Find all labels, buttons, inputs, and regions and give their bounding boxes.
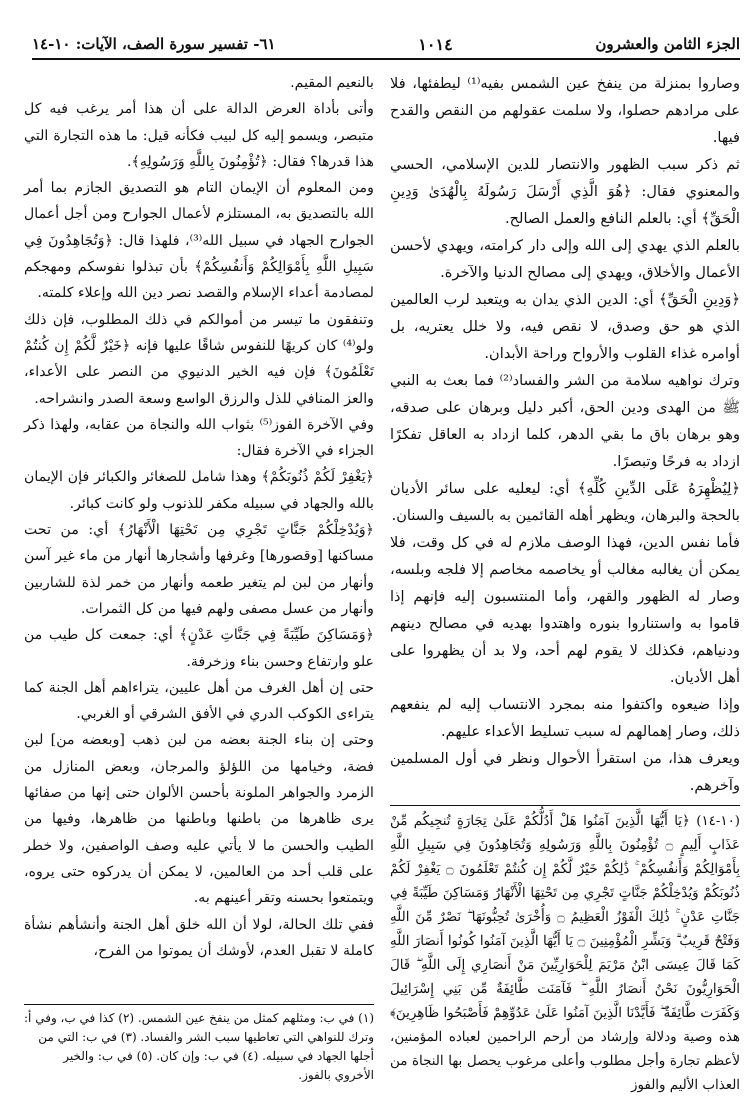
paragraph: وحتى إن بناء الجنة بعضه من لبن ذهب [وبعضه من] لبن فضة، وخيامها من اللؤلؤ والمرجان، وبعض المنازل من الزمرد والجواهر الملونة بأحسن الألوان حتى إنها من صفائها يرى ظاهرها من باطنها وباطنها من ظاهرها، وفيها من الطيب والحسن ما لا يأتي عليه وصف الواصفين، ولا خطر على قلب أحد من العالمين، لا يمكن أن يدركوه حتى يروه، ويتمتعوا بحسنه وتقر أعينهم به. (24, 732, 374, 907)
paragraph: ثم ذكر سبب الظهور والانتصار للدين الإسلامي، الحسي والمعنوي فقال: ﴿هُوَ الَّذِي أَرْسَلَ رَسُولَهُ بِالْهُدَىٰ وَدِينِ الْحَقِّ﴾ أي: بالعلم النافع والعمل الصالح. (390, 156, 740, 227)
paragraph: بالنعيم المقيم. (290, 75, 374, 91)
page-header (32, 30, 740, 60)
part-title: الجزء الثامن والعشرون (595, 35, 740, 53)
footnotes (24, 1004, 374, 1085)
footnote-text: (١) في ب: ومثلهم كمثل من ينفخ عين الشمس. (٢) كذا في ب، وفي أ: وترك للنواهي التي تعاطيها سبب الشر والفساد. (٣) في ب: التي من أجلها الجهاد في سبيله. (٤) في ب: وإن كان. (٥) في ب: والخير الأخروي بالفوز. (24, 1011, 374, 1082)
page-number: ١٠١٤ (418, 34, 453, 54)
paragraph: بالعلم الذي يهدي إلى الله وإلى دار كرامته، ويهدي لأحسن الأعمال والأخلاق، ويهدي إلى مصالح الدنيا والآخرة. (390, 237, 740, 281)
paragraph: ﴿لِيُظْهِرَهُ عَلَى الدِّينِ كُلِّهِ﴾ أي: ليعليه على سائر الأديان بالحجة والبرهان، ويظهر أهله القائمين به بالسيف والسنان. (390, 480, 740, 524)
paragraph: وأتى بأداة العرض الدالة على أن هذا أمر يرغب فيه كل متبصر، ويسمو إليه كل لبيب فكأنه قيل: ما هذه التجارة التي هذا قدرها؟ فقال: ﴿تُؤْمِنُونَ بِاللَّهِ وَرَسُولِهِ﴾. (24, 101, 374, 170)
surah-title: ٦١- تفسير سورة الصف، الآيات: ١٠-١٤ (32, 35, 276, 53)
paragraph: وفي الآخرة الفوز⁽⁵⁾ بثواب الله والنجاة من عقابه، ولهذا ذكر الجزاء في الآخرة فقال: (24, 416, 374, 460)
paragraph: وإذا ضيعوه واكتفوا منه بمجرد الانتساب إليه لم ينفعهم ذلك، وصار إهمالهم له سبب تسليط الأعداء عليهم. (390, 696, 740, 740)
paragraph: فأما نفس الدين، فهذا الوصف ملازم له في كل وقت، فلا يمكن أن يغالبه مغالب أو يخاصمه مخاصم إلا فلجه وبلسه، وصار له الظهور والقهر، وأما المنتسبون إليه فإنهم إذا قاموا به واستناروا بنوره واهتدوا بهديه في مصالح دينهم ودنياهم، فكذلك لا يقوم لهم أحد، ولا بد أن يظهروا على أهل الأديان. (390, 534, 740, 686)
paragraph: ﴿وَيُدْخِلْكُمْ جَنَّاتٍ تَجْرِي مِن تَحْتِهَا الْأَنْهَارُ﴾ أي: من تحت مساكنها [وقصورها] وغرفها وأشجارها أنهار من ماء غير آسن وأنهار من لبن لم يتغير طعمه وأنهار من خمر لذة للشاربين وأنهار من عسل مصفى ولهم فيها من كل الثمرات. (24, 522, 374, 617)
paragraph: ومن المعلوم أن الإيمان التام هو التصديق الجازم بما أمر الله بالتصديق به، المستلزم لأعمال الجوارح ومن أجل أعمال الجوارح الجهاد في سبيل الله⁽³⁾، فلهذا قال: ﴿وَتُجَاهِدُونَ فِي سَبِيلِ اللَّهِ بِأَمْوَالِكُمْ وَأَنفُسِكُمْ﴾ بأن تبذلوا نفوسكم ومهجكم لمصادمة أعداء الإسلام والقصد نصر دين الله وإعلاء كلمته. (24, 180, 374, 302)
paragraph: وترك نواهيه سلامة من الشر والفساد⁽²⁾ فما بعث به النبي ﷺ من الهدى ودين الحق، أكبر دليل وبرهان على صدقه، وهو برهان باق ما بقي الدهر، كلما ازداد به العاقل تفكرًا ازداد به فرحًا وتبصرًا. (390, 372, 740, 470)
paragraph: حتى إن أهل الغرف من أهل عليين، يتراءاهم أهل الجنة كما يتراءى الكوكب الدري في الأفق الشرقي أو الغربي. (24, 679, 374, 723)
verse-block: (١٠-١٤) ﴿يَا أَيُّهَا الَّذِينَ آمَنُوا هَلْ أَدُلُّكُمْ عَلَىٰ تِجَارَةٍ تُنجِيكُم مِّنْ عَذَابٍ أَلِيمٍ ۝ تُؤْمِنُونَ بِاللَّهِ وَرَسُولِهِ وَتُجَاهِدُونَ فِي سَبِيلِ اللَّهِ بِأَمْوَالِكُمْ وَأَنفُسِكُمْ ۚ ذَٰلِكُمْ خَيْرٌ لَّكُمْ إِن كُنتُمْ تَعْلَمُونَ ۝ يَغْفِرْ لَكُمْ ذُنُوبَكُمْ وَيُدْخِلْكُمْ جَنَّاتٍ تَجْرِي مِن تَحْتِهَا الْأَنْهَارُ وَمَسَاكِنَ طَيِّبَةً فِي جَنَّاتِ عَدْنٍ ۚ ذَٰلِكَ الْفَوْزُ الْعَظِيمُ ۝ وَأُخْرَىٰ تُحِبُّونَهَا ۖ نَصْرٌ مِّنَ اللَّهِ وَفَتْحٌ قَرِيبٌ ۗ وَبَشِّرِ الْمُؤْمِنِينَ ۝ يَا أَيُّهَا الَّذِينَ آمَنُوا كُونُوا أَنصَارَ اللَّهِ كَمَا قَالَ عِيسَى ابْنُ مَرْيَمَ لِلْحَوَارِيِّينَ مَنْ أَنصَارِي إِلَى اللَّهِ ۖ قَالَ الْحَوَارِيُّونَ نَحْنُ أَنصَارُ اللَّهِ ۖ فَآمَنَت طَّائِفَةٌ مِّن بَنِي إِسْرَائِيلَ وَكَفَرَت طَّائِفَةٌ ۖ فَأَيَّدْنَا الَّذِينَ آمَنُوا عَلَىٰ عَدُوِّهِمْ فَأَصْبَحُوا ظَاهِرِينَ﴾ هذه وصية ودلالة وإرشاد من أرحم الراحمين لعباده المؤمنين، لأعظم تجارة وأجل مطلوب وأعلى مرغوب يحصل بها النجاة من العذاب الأليم والفوز (390, 814, 740, 1093)
paragraph: ﴿وَمَسَاكِنَ طَيِّبَةً فِي جَنَّاتِ عَدْنٍ﴾ أي: جمعت كل طيب من علو وارتفاع وحسن بناء وزخرفة. (24, 627, 374, 670)
paragraph: ﴿يَغْفِرْ لَكُمْ ذُنُوبَكُمْ﴾ وهذا شامل للصغائر والكبائر فإن الإيمان بالله والجهاد في سبيله مكفر للذنوب ولو كانت كبائر. (24, 469, 374, 512)
paragraph: وتنفقون ما تيسر من أموالكم في ذلك المطلوب، فإن ذلك ولو⁽⁴⁾ كان كريهًا للنفوس شاقًا عليها فإنه ﴿خَيْرٌ لَّكُمْ إِن كُنتُمْ تَعْلَمُونَ﴾ فإن فيه الخير الدنيوي من النصر على الأعداء، والعز المنافي للذل والرزق الواسع وسعة الصدر وانشراحه. (24, 311, 374, 407)
right-column (390, 70, 740, 1098)
paragraph: وصاروا بمنزلة من ينفخ عين الشمس بفيه⁽¹⁾ ليطفئها، فلا على مرادهم حصلوا، ولا سلمت عقولهم من النقص والقدح فيها. (390, 75, 740, 146)
paragraph: ففي تلك الحالة، لولا أن الله خلق أهل الجنة وأنشأهم نشأة كاملة لا تقبل العدم، لأوشك أن يموتوا من الفرح، (24, 916, 374, 959)
paragraph: ﴿وَدِينِ الْحَقِّ﴾ أي: الدين الذي يدان به ويتعبد لرب العالمين الذي هو حق وصدق، لا نقص فيه، ولا خلل يعتريه، بل أوامره غذاء القلوب والأرواح وراحة الأبدان. (390, 291, 740, 362)
left-column (24, 70, 374, 964)
section-divider (390, 805, 740, 806)
paragraph: ويعرف هذا، من استقرأ الأحوال ونظر في أول المسلمين وآخرهم. (390, 750, 740, 794)
